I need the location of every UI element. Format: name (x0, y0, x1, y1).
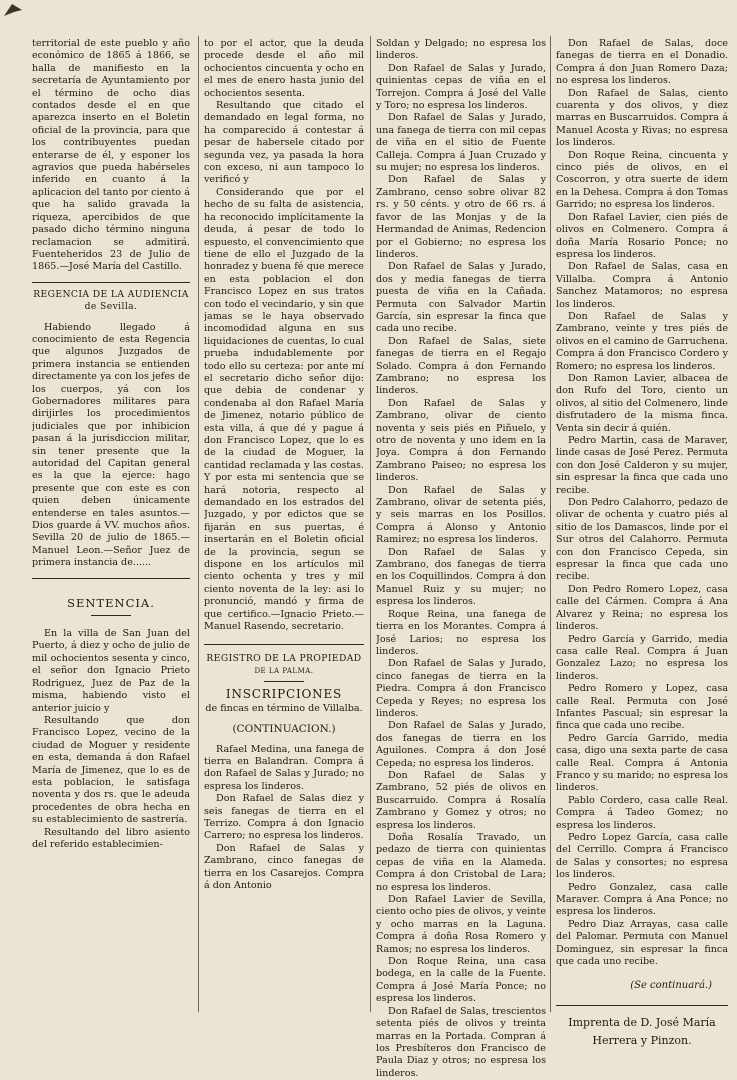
paragraph-sentencia-intro: En la villa de San Juan del Puerto, á diez y ocho de julio de mil ochocientos sesenta y cinco, el señor don Ignacio Prieto Rodriguez, Juez de Paz de la misma, habiendo visto el anterior juicio y (32, 628, 190, 714)
entry: Pedro Lopez García, casa calle del Cerrillo. Compra á Francisco de Salas y consortes; no espresa los linderos. (556, 832, 728, 881)
entry: Don Pedro Calahorro, pedazo de olivar de ochenta y cuatro piés al sitio de los Damascos, linde por el Sur otros del Calahorro. Permuta con don Francisco Cepeda, sin espresar la finca que cada uno recibe. (556, 497, 728, 583)
entry: Pedro Martin, casa de Maraver, linde casas de José Perez. Permuta con don José Calderon y su mujer, sin espresar la finca que cada uno recibe. (556, 435, 728, 496)
heading-continuacion: (CONTINUACION.) (232, 723, 336, 736)
entry: Don Rafael Lavier de Sevilla, ciento ocho pies de olivos, y veinte y ocho marras en la Laguna. Compra á doña Rosa Romero y Ramos; no espresa los linderos. (376, 894, 546, 955)
column-4 (556, 38, 728, 1050)
entry: Rafael Medina, una fanega de tierra en Balandran. Compra á don Rafael de Salas y Jurado; no espresa los linderos. (204, 743, 364, 792)
entry: Don Rafael de Salas y Jurado, cinco fanegas de tierra en la Piedra. Compra á don Francisco Cepeda y Reyes; no espresa los linderos. (376, 658, 546, 719)
section-divider (556, 1005, 728, 1006)
entry: Roque Reina, una fanega de tierra en los Morantes. Compra á José Larios; no espresa los linderos. (376, 608, 546, 657)
entry: Don Rafael de Salas, trescientos setenta piés de olivos y treinta marras en la Portada. Compran á los Presbíteros don Francisco de Paula Diaz y otros; no espresa los linderos. (376, 1005, 546, 1079)
page-corner-mark-icon (2, 2, 24, 18)
column-2 (204, 38, 364, 892)
entry: Don Rafael de Salas y Jurado, quinientas cepas de viña en el Torrejon. Compra á José del Valle y Toro; no espresa los linderos. (376, 62, 546, 112)
section-divider (32, 282, 190, 283)
section-divider (32, 578, 190, 579)
entry: Don Rafael de Salas diez y seis fanegas de tierra en el Terrizo. Compra á don Ignacio Carrero; no espresa los linderos. (204, 793, 364, 842)
short-divider (91, 615, 131, 616)
entry: Don Pedro Romero Lopez, casa calle del Cármen. Compra á Ana Alvarez y Reina; no espresa los linderos. (556, 583, 728, 633)
entry: Don Roque Reina, una casa bodega, en la calle de la Fuente. Compra á José María Ponce; no espresa los linderos. (376, 956, 546, 1005)
heading-regencia: REGENCIA DE LA AUDIENCIA de Sevilla. (33, 288, 189, 313)
entry: Pedro Diaz Arrayas, casa calle del Palomar. Permuta con Manuel Dominguez, sin espresar la finca que cada uno recibe. (556, 918, 728, 968)
column-divider (370, 36, 371, 1012)
paragraph-sentencia-cont: to por el actor, que la deuda procede desde el año mil ochocientos cincuenta y ocho en el mes de enero hasta junio del ochocientos sesenta. (204, 38, 364, 99)
paragraph-regencia: Habiendo llegado á conocimiento de esta Regencia que algunos Juzgados de primera instancia se entienden directamente ya con los jefes de los cuerpos, yá con los Gobernadores militares para dirijirles los procedimientos judiciales que por inhibicion pasan á la jurisdiccion militar, sin tener presente que la autoridad del Capitan general es la que la ejerce: hago presente que con este es con quien deben únicamente entenderse en tales asuntos.—Dios guarde á VV. muchos años. Sevilla 20 de julio de 1865.—Manuel Leon.—Señor Juez de primera instancia de...... (32, 321, 190, 569)
heading-registro-sub: DE LA PALMA. (254, 666, 314, 675)
entry: Don Rafael de Salas y Zambrano, veinte y tres piés de olivos en el camino de Garruchena. Compra á don Francisco Cordero y Romero; no espresa los linderos. (556, 310, 728, 372)
paragraph-tax-notice: territorial de este pueblo y año económico de 1865 á 1866, se halla de manifiesto en la secretaría de Ayuntamiento por el término de ocho dias contados desde el en que aparezca inserto en el Boletin oficial de la provincia, para que los contribuyentes puedan enterarse de él, y esponer los agravios que pueda habérseles inferido en cuanto á la aplicacion del tanto por ciento á que ha salido gravada la riqueza, apercibidos de que pasado dicho término ninguna reclamacion se admitirá. Fuenteheridos 23 de Julio de 1865.—José María del Castillo. (32, 38, 190, 273)
entry: Don Rafael de Salas y Zambrano, dos fanegas de tierra en los Coquillindos. Compra á don Manuel Ruiz y su mujer; no espresa los linderos. (376, 546, 546, 608)
entry: Don Ramon Lavier, albacea de don Rufo del Toro, ciento un olivos, al sitio del Colmenero, linde disfrutadero de la misma finca. Venta sin decir á quién. (556, 372, 728, 434)
entry: Don Rafael de Salas y Zambrano, olivar de ciento noventa y seis piés en Piñuelo, y otro de noventa y uno idem en la Joya. Compra á don Fernando Zambrano Paiseo; no espresa los linderos. (376, 397, 546, 484)
entry: Don Rafael de Salas y Zambrano, cinco fanegas de tierra en los Casarejos. Compra á don Antonio (204, 842, 364, 891)
printer-imprint-line-2: Herrera y Pinzon. (592, 1033, 692, 1047)
entry: Don Roque Reina, cincuenta y cinco piés de olivos, en el Coscorron, y otra suerte de idem en la Dehesa. Compra á don Tomas Garrido; no espresa los linderos. (556, 149, 728, 211)
entry: Pedro Romero y Lopez, casa calle Real. Permuta con José Infantes Pascual; sin espresar la finca que cada uno recibe. (556, 683, 728, 732)
section-divider (204, 644, 364, 645)
entry: Don Rafael de Salas y Zambrano, 52 piés de olivos en Buscarruido. Compra á Rosalía Zambrano y Gomez y otros; no espresa los linderos. (376, 769, 546, 831)
column-3 (376, 38, 546, 1080)
entry: Pedro García Garrido, media casa, digo una sexta parte de casa calle Real. Compra á Antonia Franco y su marido; no espresa los linderos. (556, 732, 728, 794)
entry: Don Rafael de Salas, siete fanegas de tierra en el Regajo Solado. Compra á don Fernando Zambrano; no espresa los linderos. (376, 335, 546, 397)
entry: Soldan y Delgado; no espresa los linderos. (376, 38, 546, 62)
entry: Pedro Gonzalez, casa calle Maraver. Compra á Ana Ponce; no espresa los linderos. (556, 881, 728, 918)
heading-registro: REGISTRO DE LA PROPIEDAD (206, 652, 362, 664)
short-divider (264, 681, 304, 682)
column-divider (550, 36, 551, 1012)
entry: Don Rafael de Salas y Zambrano, olivar de setenta piés, y seis marras en los Posillos. Compra á Alonso y Antonio Ramirez; no espresa los linderos. (376, 484, 546, 546)
heading-inscripciones: INSCRIPCIONES (225, 687, 343, 702)
heading-fincas: de fincas en término de Villalba. (205, 702, 363, 714)
entry: Don Rafael de Salas y Jurado, dos y media fanegas de tierra puesta de viña en la Cañada. Permuta con Salvador Martin García, sin espresar la finca que cada uno recibe. (376, 261, 546, 335)
entry: Pedro García y Garrido, media casa calle Real. Compra á Juan Gonzalez Lazo; no espresa los linderos. (556, 633, 728, 682)
column-1 (32, 38, 190, 851)
column-divider (198, 36, 199, 1012)
entry: Don Rafael Lavier, cien piés de olivos en Colmenero. Compra á doña María Rosario Ponce; no espresa los linderos. (556, 211, 728, 260)
entry: Don Rafael de Salas, doce fanegas de tierra en el Donadio. Compra á don Juan Romero Daza; no espresa los linderos. (556, 38, 728, 87)
paragraph-sentencia-resultando-2: Resultando del libro asiento del referido establecimien- (32, 826, 190, 850)
paragraph-considerando: Considerando que por el hecho de su falta de asistencia, ha reconocido implícitamente la deuda, á pesar de todo lo espuesto, el convencimiento que tiene de ello el Juzgado de la honradez y buena fé que merece en esta poblacion el don Francisco Lopez en sus tratos con todo el vecindario, y sin que jamas se le haya observado incomodidad alguna en sus liquidaciones de cuentas, lo cual prueba indudablemente por todo ello su certeza: por ante mí el secretario dicho señor dijo: que debia de condenar y condenaba al don Rafael María de Jimenez, notario público de esta villa, á que dé y pague á don Francisco Lopez, que lo es de la ciudad de Moguer, la cantidad reclamada y las costas. Y por esta mi sentencia que se hará notoria, respecto al demandado en los estrados del Juzgado, y por edictos que se fijarán en sus puertas, é insertarán en el Boletin oficial de la provincia, segun se dispone en los artículos mil ciento ochenta y tres y mil ciento noventa de la ley: asi lo pronunció, mandó y firma de que certifico.—Ignacio Prieto.—Manuel Rasendo, secretario. (204, 186, 364, 633)
entry: Don Rafael de Salas, casa en Villalba. Compra á Antonio Sanchez Matamoros; no espresa los linderos. (556, 261, 728, 310)
paragraph-resultando: Resultando que citado el demandado en legal forma, no ha comparecido á contestar á pesar de habersele citado por segunda vez, ya pasada la hora con exceso, ni aun tampoco lo verificó y (204, 100, 364, 186)
paragraph-sentencia-resultando-1: Resultando que don Francisco Lopez, vecino de la ciudad de Moguer y residente en esta, demanda á don Rafael María de Jimenez, que lo es de esta poblacion, le satisfaga noventa y dos rs. que le adeuda procedentes de obra hecha en su establecimiento de sastrería. (32, 714, 190, 826)
entry: Don Rafael de Salas, ciento cuarenta y dos olivos, y diez marras en Buscarruidos. Compra á Manuel Acosta y Rivas; no espresa los linderos. (556, 87, 728, 149)
entry: Doña Rosalía Travado, un pedazo de tierra con quinientas cepas de viña en la Alameda. Compra á don Cristobal de Lara; no espresa los linderos. (376, 832, 546, 893)
entry: Don Rafael de Salas y Jurado, una fanega de tierra con mil cepas de viña en el sitio de Fuente Calleja. Compra á Juan Cruzado y su mujer; no espresa los linderos. (376, 112, 546, 174)
entry: Don Rafael de Salas y Jurado, dos fanegas de tierra en los Aguilones. Compra á don José Cepeda; no espresa los linderos. (376, 720, 546, 769)
printer-imprint-line-1: Imprenta de D. José María (568, 1015, 716, 1029)
entry: Don Rafael de Salas y Zambrano, censo sobre olivar 82 rs. y 50 cénts. y otro de 66 rs. á favor de las Monjas y de la Hermandad de Animas, Redencion por el Gobierno; no espresa los linderos. (376, 174, 546, 260)
continued-note: (Se continuará.) (630, 980, 712, 992)
entry: Pablo Cordero, casa calle Real. Compra á Tadeo Gomez; no espresa los linderos. (556, 794, 728, 831)
heading-sentencia: SENTENCIA. (67, 595, 155, 610)
